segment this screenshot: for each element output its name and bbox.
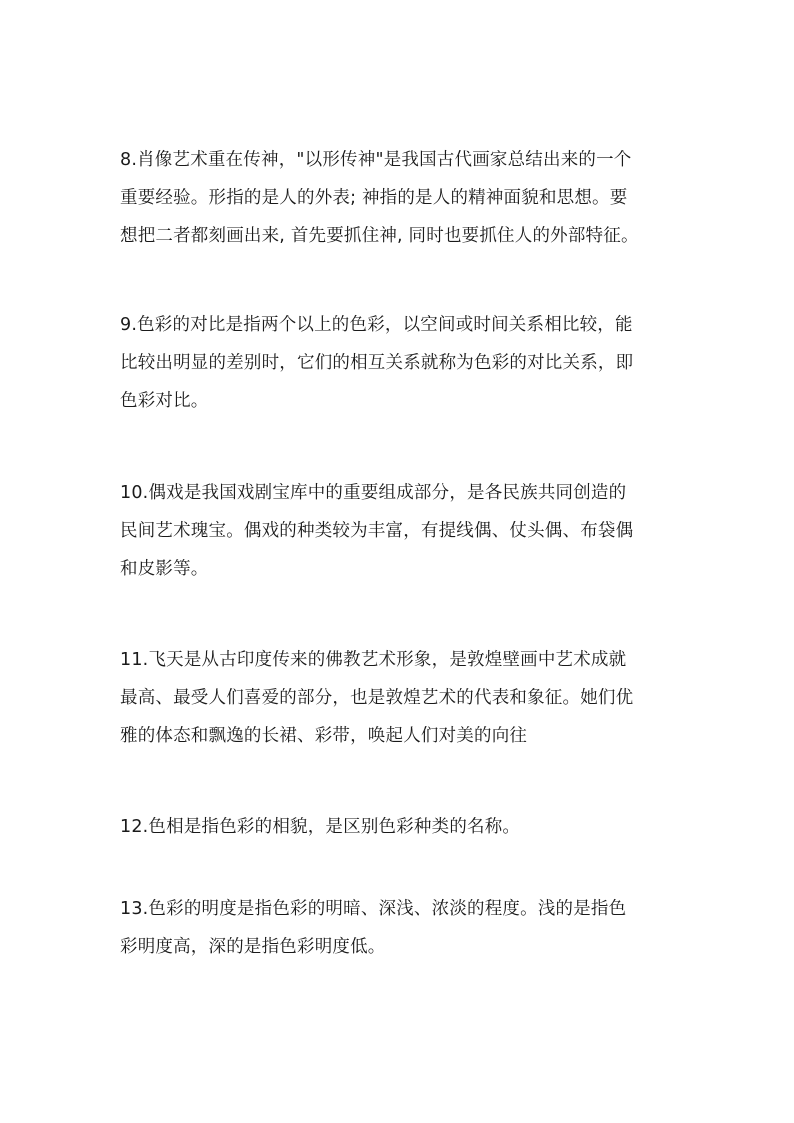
paragraph-line: 最高、最受人们喜爱的部分，也是敦煌艺术的代表和象征。她们优 xyxy=(120,688,634,708)
paragraph-8 xyxy=(120,141,680,255)
paragraph-line: 8.肖像艺术重在传神，"以形传神"是我国古代画家总结出来的一个 xyxy=(120,150,632,170)
paragraph-line: 民间艺术瑰宝。偶戏的种类较为丰富，有提线偶、仗头偶、布袋偶 xyxy=(120,521,634,541)
paragraph-line: 和皮影等。 xyxy=(120,559,209,579)
paragraph-line: 13.色彩的明度是指色彩的明暗、深浅、浓淡的程度。浅的是指色 xyxy=(120,899,627,919)
paragraph-line: 12.色相是指色彩的相貌，是区别色彩种类的名称。 xyxy=(120,817,521,837)
paragraph-line: 重要经验。形指的是人的外表; 神指的是人的精神面貌和思想。要 xyxy=(120,188,628,208)
paragraph-line: 9.色彩的对比是指两个以上的色彩，以空间或时间关系相比较，能 xyxy=(120,315,633,335)
paragraph-10 xyxy=(120,474,680,588)
paragraph-line: 想把二者都刻画出来, 首先要抓住神, 同时也要抓住人的外部特征。 xyxy=(120,226,639,246)
paragraph-line: 雅的体态和飘逸的长裙、彩带，唤起人们对美的向往 xyxy=(120,726,528,746)
paragraph-line: 比较出明显的差别时，它们的相互关系就称为色彩的对比关系，即 xyxy=(120,353,634,373)
paragraph-9 xyxy=(120,306,680,420)
paragraph-line: 彩明度高，深的是指色彩明度低。 xyxy=(120,937,386,957)
paragraph-12 xyxy=(120,808,680,846)
paragraph-line: 11.飞天是从古印度传来的佛教艺术形象，是敦煌壁画中艺术成就 xyxy=(120,650,627,670)
paragraph-11 xyxy=(120,641,680,755)
paragraph-line: 色彩对比。 xyxy=(120,391,209,411)
paragraph-line: 10.偶戏是我国戏剧宝库中的重要组成部分，是各民族共同创造的 xyxy=(120,483,627,503)
paragraph-13 xyxy=(120,890,680,966)
